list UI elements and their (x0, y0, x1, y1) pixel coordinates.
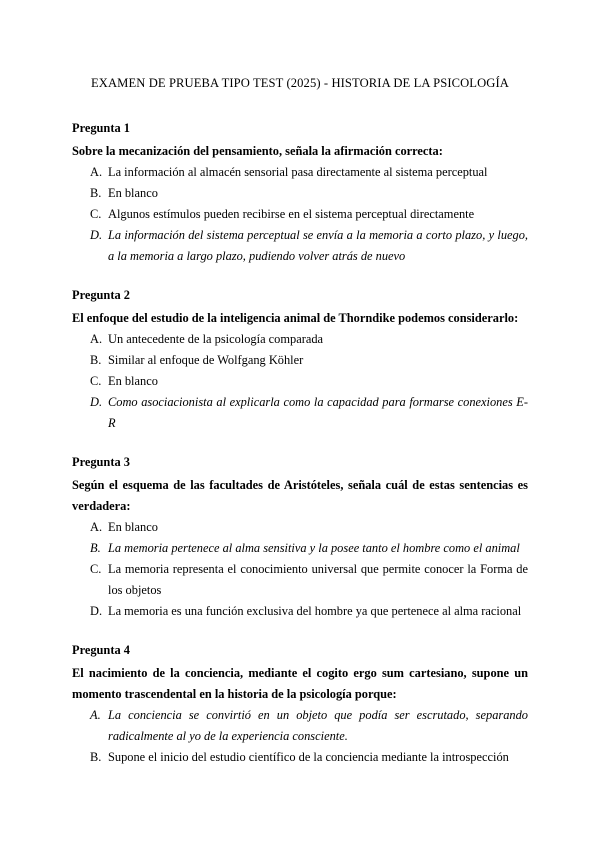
option-text: En blanco (108, 374, 158, 388)
option-letter: B. (90, 353, 102, 367)
option-letter: A. (90, 332, 103, 346)
option-text: La memoria pertenece al alma sensitiva y la posee tanto el hombre como el animal (108, 541, 520, 555)
option-text: La memoria es una función exclusiva del hombre ya que pertenece al alma racional (108, 604, 522, 618)
question-3 (72, 452, 528, 622)
question-label: Pregunta 2 (72, 288, 130, 302)
option-letter: C. (90, 207, 102, 221)
option-a (72, 162, 528, 183)
option-c (72, 371, 528, 392)
option-text: Un antecedente de la psicología comparada (108, 332, 324, 346)
option-text: La información al almacén sensorial pasa directamente al sistema perceptual (108, 165, 488, 179)
question-statement: Según el esquema de las facultades de Aristóteles, señala cuál de estas sentencias es verdadera: (72, 478, 528, 513)
option-b (72, 747, 528, 768)
option-d-correct (72, 392, 528, 434)
question-statement: El enfoque del estudio de la inteligencia animal de Thorndike podemos considerarlo: (72, 311, 519, 325)
option-letter: D. (90, 395, 103, 409)
question-label: Pregunta 3 (72, 455, 130, 469)
option-text: Supone el inicio del estudio científico de la conciencia mediante la introspección (108, 750, 509, 764)
option-c (72, 204, 528, 225)
option-letter: A. (90, 165, 103, 179)
option-b (72, 350, 528, 371)
option-b (72, 183, 528, 204)
option-letter: A. (90, 708, 101, 722)
question-1 (72, 118, 528, 267)
option-text: La memoria representa el conocimiento universal que permite conocer la Forma de los objetos (108, 562, 528, 597)
question-label: Pregunta 4 (72, 643, 130, 657)
option-letter: C. (90, 374, 102, 388)
question-statement: Sobre la mecanización del pensamiento, señala la afirmación correcta: (72, 144, 443, 158)
question-statement: El nacimiento de la conciencia, mediante el cogito ergo sum cartesiano, supone un momento trascendental en la historia de la psicología porque: (72, 666, 528, 701)
option-c (72, 559, 528, 601)
option-letter: B. (90, 186, 102, 200)
option-a (72, 329, 528, 350)
question-label: Pregunta 1 (72, 121, 130, 135)
option-text: Como asociacionista al explicarla como la capacidad para formarse conexiones E-R (108, 395, 528, 430)
exam-title: EXAMEN DE PRUEBA TIPO TEST (2025) - HISTORIA DE LA PSICOLOGÍA (91, 76, 509, 90)
option-d (72, 601, 528, 622)
option-text: Similar al enfoque de Wolfgang Köhler (108, 353, 304, 367)
option-text: En blanco (108, 520, 158, 534)
option-d-correct (72, 225, 528, 267)
option-letter: D. (90, 604, 103, 618)
option-a (72, 517, 528, 538)
option-letter: B. (90, 750, 102, 764)
option-text: En blanco (108, 186, 158, 200)
question-4 (72, 640, 528, 768)
option-text: Algunos estímulos pueden recibirse en el sistema perceptual directamente (108, 207, 475, 221)
option-letter: D. (90, 228, 103, 242)
option-letter: A. (90, 520, 103, 534)
option-text: La información del sistema perceptual se envía a la memoria a corto plazo, y luego, a la memoria a largo plazo, pudiendo volver atrás de nuevo (108, 228, 528, 263)
option-b-correct (72, 538, 528, 559)
option-a-correct (72, 705, 528, 747)
option-text: La conciencia se convirtió en un objeto que podía ser escrutado, separando radicalmente al yo de la experiencia consciente. (108, 708, 528, 743)
question-2 (72, 285, 528, 434)
option-letter: C. (90, 562, 102, 576)
option-letter: B. (90, 541, 101, 555)
